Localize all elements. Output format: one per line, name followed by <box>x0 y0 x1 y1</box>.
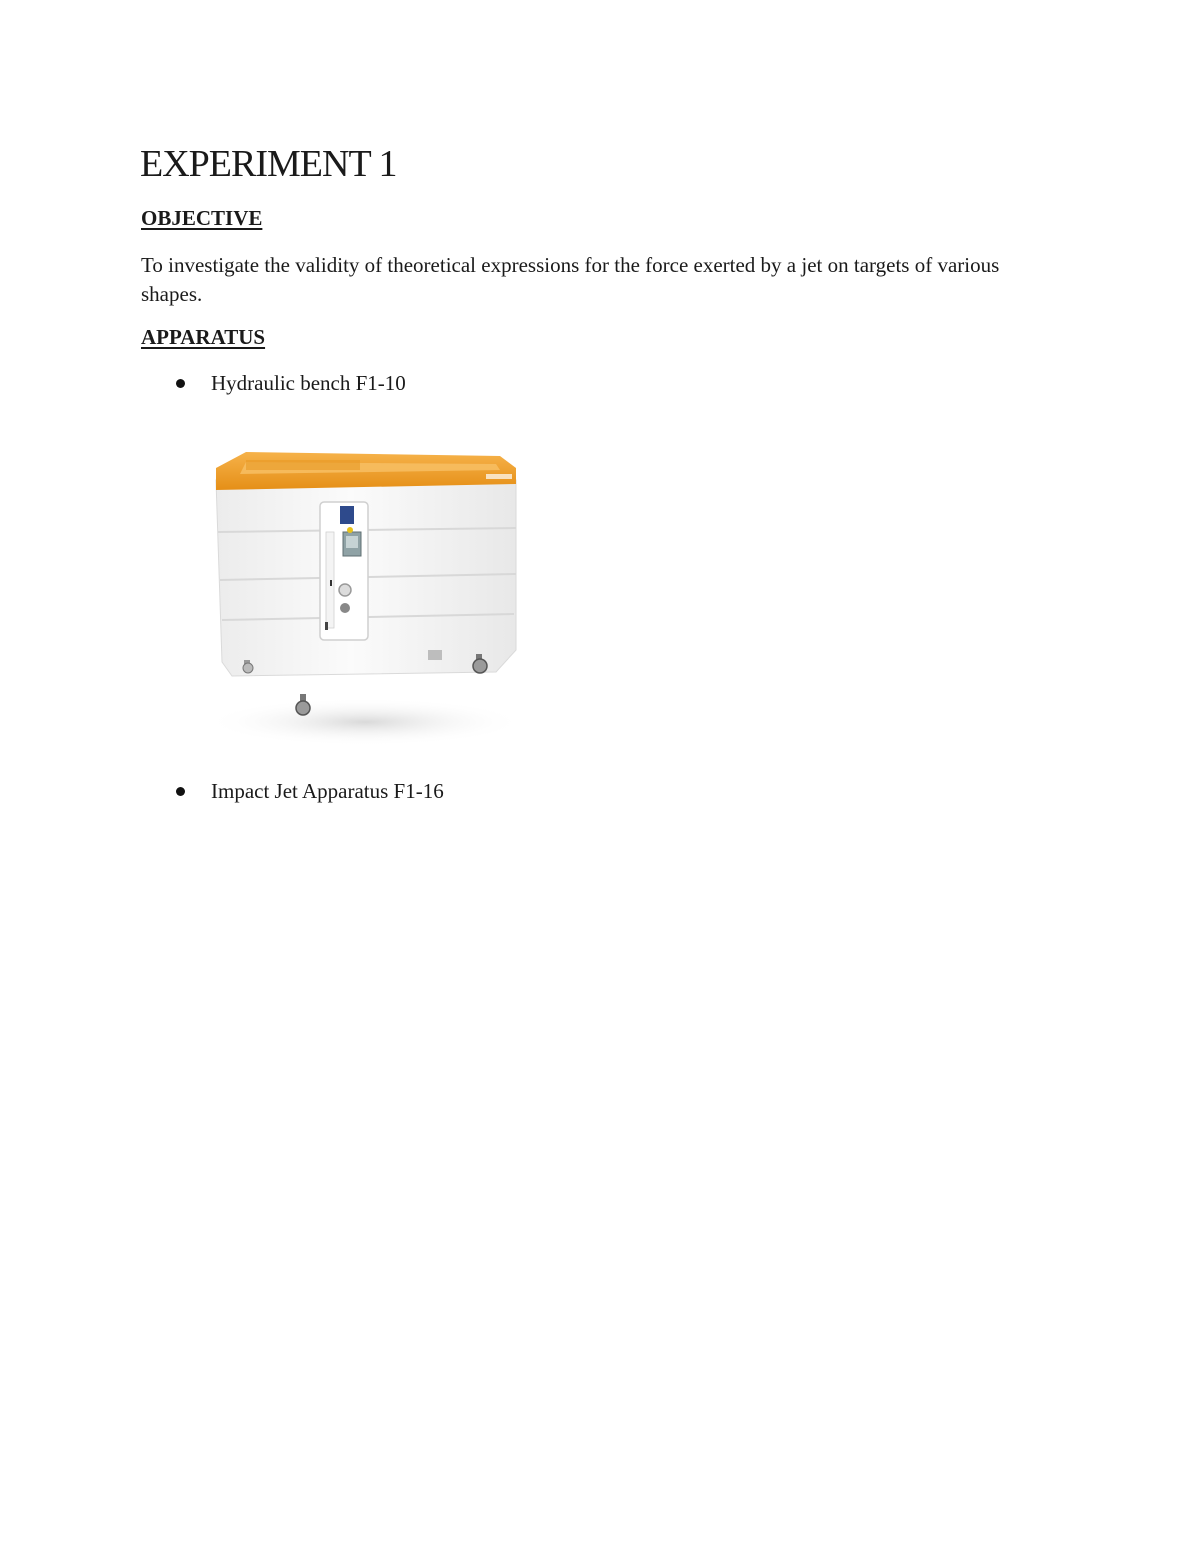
bullet-icon <box>176 787 185 796</box>
objective-text: To investigate the validity of theoretical expressions for the force exerted by a jet on targets of various shapes. <box>141 253 1000 306</box>
caster-wheel <box>296 694 310 715</box>
apparatus-list-item <box>176 778 444 804</box>
apparatus-heading: APPARATUS <box>141 325 266 349</box>
objective-heading: OBJECTIVE <box>141 206 263 230</box>
page-title: EXPERIMENT 1 <box>140 143 397 185</box>
hydraulic-bench-illustration <box>200 440 530 750</box>
bullet-icon <box>176 379 185 388</box>
hydraulic-bench-image <box>200 440 530 750</box>
apparatus-item-label: Hydraulic bench F1-10 <box>211 370 406 395</box>
apparatus-list-item <box>176 370 406 396</box>
apparatus-item-label: Impact Jet Apparatus F1-16 <box>211 778 444 803</box>
